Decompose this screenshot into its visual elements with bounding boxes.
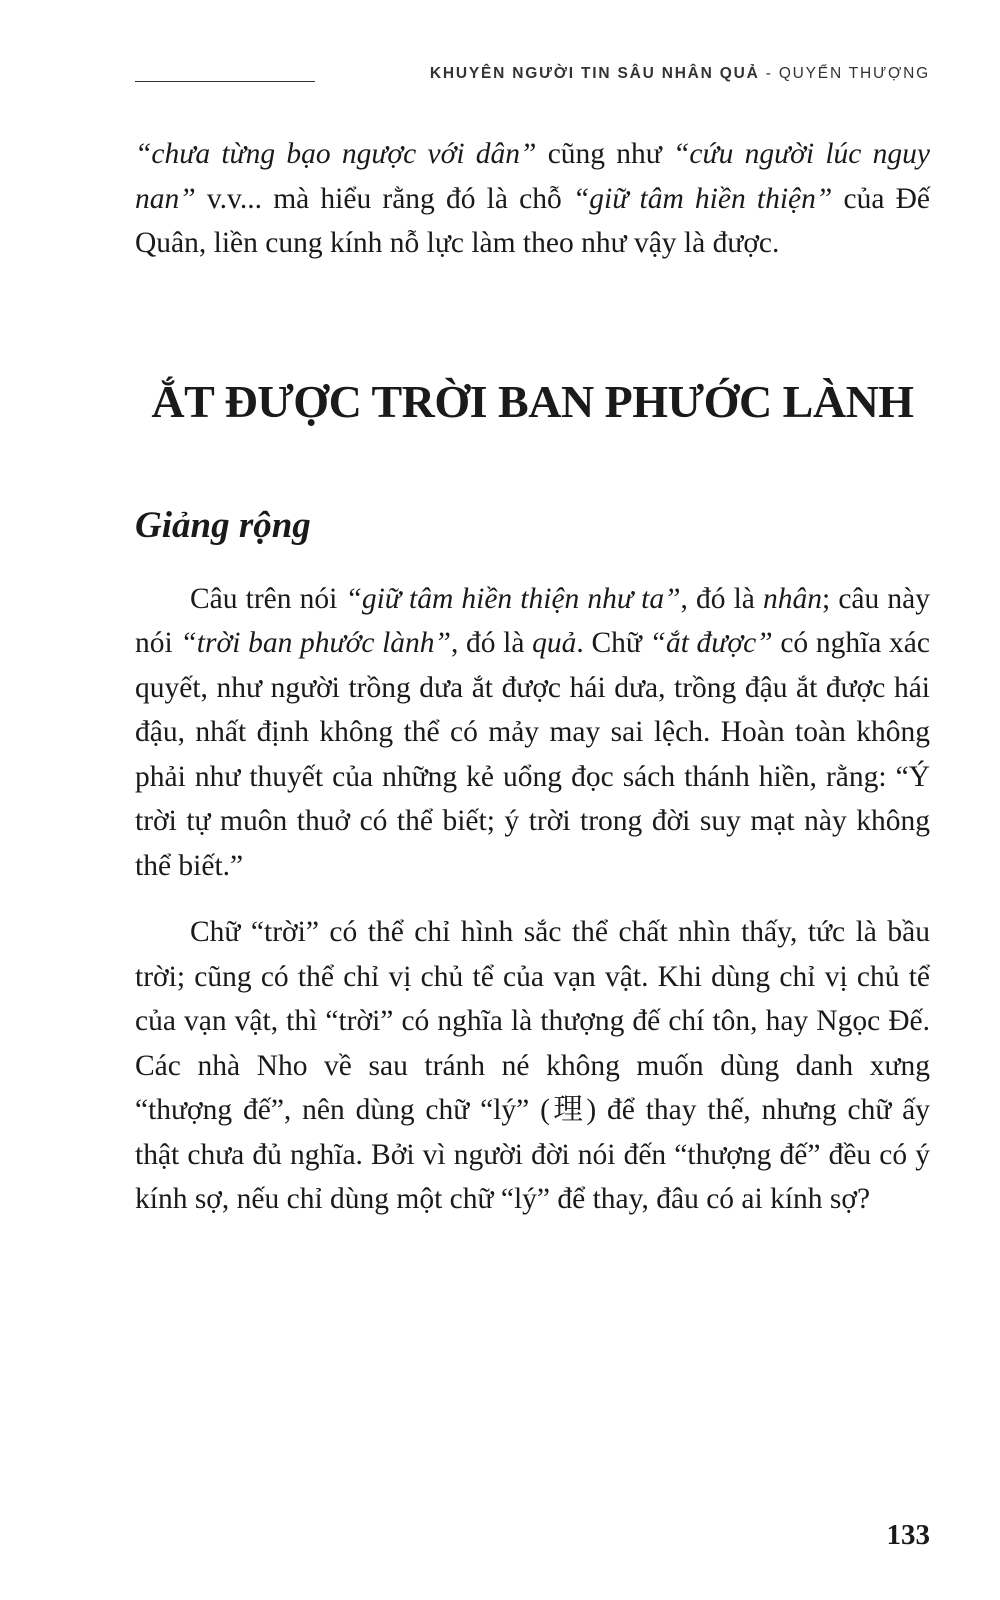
text-run: , đó là <box>680 582 764 615</box>
body-paragraph-1 <box>135 577 930 889</box>
text-run: v.v... mà hiểu rằng đó là chỗ <box>195 182 573 215</box>
header-separator: - <box>759 65 779 82</box>
section-title: Giảng rộng <box>135 504 311 546</box>
volume-title: QUYỂN THƯỢNG <box>778 65 930 82</box>
text-run: cũng như <box>536 138 674 170</box>
text-run: của Đế Quân, liền cung kính nỗ lực làm theo như vậy là được. <box>135 182 930 259</box>
emphasis: quả <box>532 627 577 659</box>
text-run: ; câu này nói <box>135 582 930 659</box>
quote: “chưa từng bạo ngược với dân” <box>135 138 537 170</box>
text-run: , đó là <box>450 627 533 659</box>
quote: “cứu người lúc nguy nan” <box>135 138 930 215</box>
chapter-title: ẮT ĐƯỢC TRỜI BAN PHƯỚC LÀNH <box>151 375 914 427</box>
quote: “trời ban phước lành” <box>180 627 451 659</box>
header-title <box>430 65 930 83</box>
body-paragraph-2: Chữ “trời” có thể chỉ hình sắc thể chất nhìn thấy, tức là bầu trời; cũng có thể chỉ vị chủ tể của vạn vật. Khi dùng chỉ vị chủ tể của vạn vật, thì “trời” có nghĩa là thượng đế chí tôn, hay Ngọc Đế. Các nhà Nho về sau tránh né không muốn dùng danh xưng “thượng đế”, nên dùng chữ “lý” (理) để thay thế, nhưng chữ ấy thật chưa đủ nghĩa. Bởi vì người đời nói đến “thượng đế” đều có ý kính sợ, nếu chỉ dùng một chữ “lý” để thay, đâu có ai kính sợ? <box>135 916 930 1215</box>
emphasis: nhân <box>763 582 823 615</box>
header-rule <box>135 81 315 82</box>
quote: “giữ tâm hiền thiện như ta” <box>345 582 681 615</box>
text-run: Câu trên nói <box>190 582 346 615</box>
quote: “ắt được” <box>649 627 773 659</box>
book-title: KHUYÊN NGƯỜI TIN SÂU NHÂN QUẢ <box>429 65 760 82</box>
page-content <box>135 132 930 1222</box>
text-run: . Chữ <box>576 627 650 659</box>
text-run: có nghĩa xác quyết, như người trồng dưa ắt được hái dưa, trồng đậu ắt được hái đậu, nhất định không thể có mảy may sai lệch. Hoàn toàn không phải như thuyết của những kẻ uổng đọc sách thánh hiền, rằng: “Ý trời tự muôn thuở có thể biết; ý trời trong đời suy mạt này không thể biết.” <box>135 627 930 882</box>
running-header <box>135 58 930 90</box>
page-number: 133 <box>886 1519 930 1551</box>
quote: “giữ tâm hiền thiện” <box>572 182 833 215</box>
intro-paragraph <box>135 132 930 266</box>
